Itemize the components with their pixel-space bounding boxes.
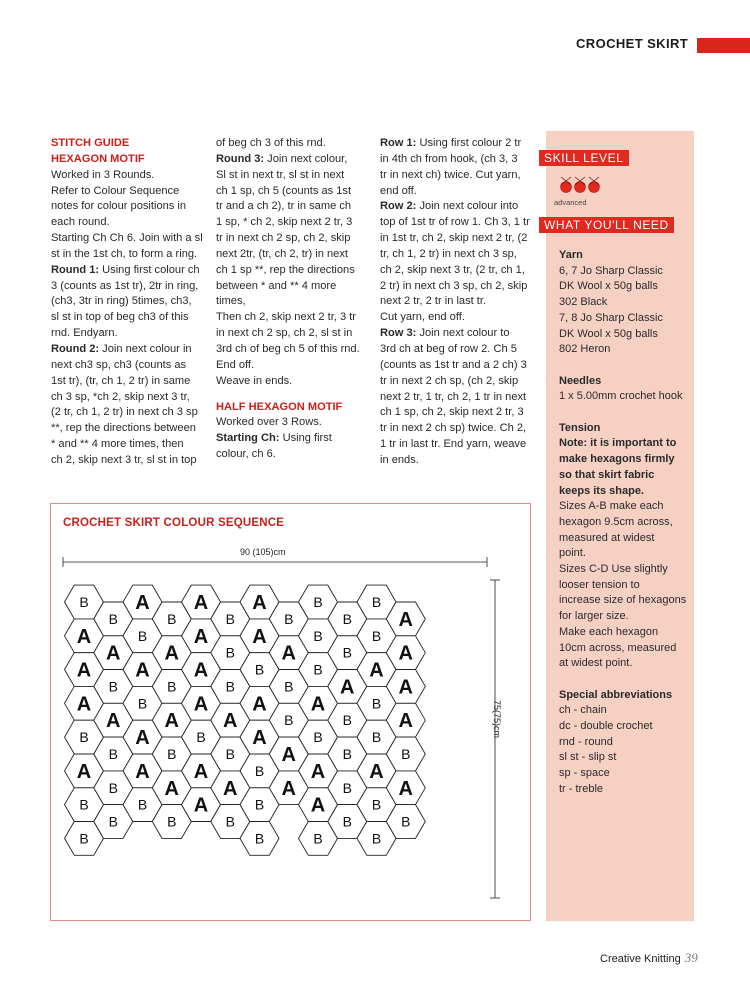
hexagon-colour-letter: B xyxy=(313,830,323,847)
text-line: (ch3, 3tr in ring) 5times, ch3, xyxy=(51,295,192,308)
hexagon-colour-letter: A xyxy=(281,642,296,665)
what-you-need-heading: WHAT YOU'LL NEED xyxy=(539,217,674,233)
hexagon-colour-letter: B xyxy=(225,678,235,695)
text-line: between * and ** 4 more xyxy=(216,279,337,292)
yarn-label: Yarn xyxy=(559,249,583,261)
text-line: ch 2, skip next 3 tr, (2 tr, ch 1, xyxy=(380,263,525,276)
hexagon-colour-letter: B xyxy=(167,678,177,695)
page-section-title: CROCHET SKIRT xyxy=(576,36,689,51)
text-line: tr, ch 1, 2 tr) in next ch 3 sp, xyxy=(380,247,517,260)
text-line: sl st in top of beg ch3 of this xyxy=(51,311,189,324)
row1-label: Row 1: xyxy=(380,137,417,149)
hexagon-colour-letter: B xyxy=(167,813,177,830)
text-line: Worked in 3 Rounds. xyxy=(51,168,155,181)
hexagon-colour-letter: B xyxy=(167,610,177,627)
text-line: end off. xyxy=(380,184,417,197)
hexagon-colour-letter: B xyxy=(108,779,118,796)
hexagon-colour-letter: B xyxy=(342,644,352,661)
tension-line: for larger size. xyxy=(559,610,629,623)
text-line: * and ** 4 more times, then xyxy=(51,438,184,451)
row2-label: Row 2: xyxy=(380,200,417,213)
needles-label: Needles xyxy=(559,374,602,387)
hexagon-colour-letter: B xyxy=(167,745,177,762)
text-line: Then ch 2, skip next 2 tr, 3 tr xyxy=(216,311,356,324)
text-line: 3 (counts as 1st tr), 2tr in ring, xyxy=(51,279,199,292)
hexagon-colour-letter: A xyxy=(223,710,238,733)
tension-note-line: so that skirt fabric xyxy=(559,468,655,481)
needles-details: 1 x 5.00mm crochet hook xyxy=(559,390,683,403)
text-line: tr in next 2 ch sp) twice. Ch 2, xyxy=(380,422,527,435)
text-line: ch 2, skip next 3 tr, sl st in top xyxy=(51,453,197,466)
hexagon-colour-letter: B xyxy=(79,830,89,847)
abbreviation-line: sl st - slip st xyxy=(559,751,617,764)
text-line: st in the 1st ch, to form a ring. xyxy=(51,247,198,260)
text-line: tr in next 2 ch sp, (ch 2, skip xyxy=(380,374,519,387)
page-number: 39 xyxy=(684,950,698,965)
tension-note-line: Note: it is important to xyxy=(559,437,677,450)
text-line: Weave in ends. xyxy=(216,374,293,387)
abbreviations-label: Special abbreviations xyxy=(559,688,673,701)
text-line: Starting Ch Ch 6. Join with a sl xyxy=(51,232,203,245)
hexagon-colour-letter: A xyxy=(135,592,150,614)
text-line: in 4th ch from hook, (ch 3, 3 xyxy=(380,152,518,165)
text-line: 3rd ch at beg of row 2. Ch 5 xyxy=(380,342,517,355)
hexagon-colour-letter: B xyxy=(196,729,206,746)
width-dimension-label: 90 (105)cm xyxy=(240,547,286,557)
text-line: tr in next ch) twice. Cut yarn, xyxy=(380,168,521,181)
text-line: 1 sp, * ch 2, skip next 2 tr, 3 xyxy=(216,216,353,229)
text-line: times, xyxy=(216,295,246,308)
hexagon-colour-letter: A xyxy=(135,727,150,750)
hexagon-colour-letter: A xyxy=(369,659,384,682)
text-line: 2 tr) in next ch 3 sp, ch 2, skip xyxy=(380,279,528,292)
hexagon-colour-letter: A xyxy=(135,659,150,682)
hexagon-colour-letter: B xyxy=(254,830,265,847)
hexagon-colour-letter: B xyxy=(371,830,382,847)
round3-label: Round 3: xyxy=(216,152,265,165)
tension-line: looser tension to xyxy=(559,578,640,591)
hexagon-colour-letter: A xyxy=(398,676,413,699)
hexagon-colour-letter: B xyxy=(225,813,235,830)
text-line: ch 1 sp, ch 5 (counts as 1st xyxy=(216,184,352,197)
round2-label: Round 2: xyxy=(51,342,100,355)
text-line: each round. xyxy=(51,216,110,229)
hexagon-colour-letter: B xyxy=(313,729,323,746)
hexagon-colour-letter: B xyxy=(342,745,352,762)
hexagon-colour-letter: A xyxy=(281,777,296,800)
hexagon-colour-letter: B xyxy=(108,745,118,762)
text-line: next ch3 sp, ch3 (counts as xyxy=(51,358,187,371)
hexagon-colour-letter: A xyxy=(76,693,92,716)
hexagon-colour-letter: A xyxy=(252,693,267,716)
hexagon-colour-letter: A xyxy=(369,760,384,783)
text-line: 1 tr in last tr. End yarn, weave xyxy=(380,438,527,451)
tension-line: Sizes C-D Use slightly xyxy=(559,563,668,576)
row2-text: Join next colour into xyxy=(416,200,519,213)
text-line: ch 3 sp, *ch 2, skip next 3 tr, xyxy=(51,390,190,403)
hexagon-colour-letter: B xyxy=(313,594,323,610)
hexagon-colour-letter: B xyxy=(225,610,235,627)
text-line: in next ch 2 sp, ch 2, sl st in xyxy=(216,327,353,340)
hexagon-colour-letter: A xyxy=(310,693,326,716)
text-line: top of 1st tr of row 1. Ch 3, 1 tr xyxy=(380,216,530,229)
row3-label: Row 3: xyxy=(380,327,417,340)
yarn-line: DK Wool x 50g balls xyxy=(559,327,658,340)
hexagon-colour-letter: B xyxy=(254,661,265,678)
stitch-guide-heading: STITCH GUIDE xyxy=(51,137,130,149)
skill-level-heading: SKILL LEVEL xyxy=(539,150,629,166)
hexagon-colour-letter: B xyxy=(371,594,382,610)
magazine-name: Creative Knitting xyxy=(600,953,681,965)
text-line: (2 tr, ch 1, 2 tr) in next ch 3 sp xyxy=(51,406,198,419)
yarn-line: DK Wool x 50g balls xyxy=(559,280,658,293)
abbreviation-line: sp - space xyxy=(559,767,610,780)
hexagon-colour-letter: A xyxy=(252,727,267,750)
hexagon-colour-letter: A xyxy=(135,760,150,783)
round1-label: Round 1: xyxy=(51,263,100,276)
abbreviation-line: dc - double crochet xyxy=(559,720,653,733)
hexagon-colour-letter: B xyxy=(225,745,235,762)
text-line: next 2 tr, 1 tr, ch 2, 1 tr in next xyxy=(380,390,527,403)
hexagon-colour-letter: B xyxy=(137,627,148,644)
text-line: 3rd ch of beg ch 5 of this rnd. xyxy=(216,342,360,355)
round2-continued: of beg ch 3 of this rnd. xyxy=(216,137,326,149)
hexagon-colour-letter: A xyxy=(193,625,209,648)
hexagon-colour-letter: B xyxy=(284,678,294,695)
hexagon-colour-letter: B xyxy=(137,695,148,712)
hexagon-colour-letter: A xyxy=(398,777,413,800)
tension-line: measured at widest xyxy=(559,531,655,544)
tension-note-line: make hexagons firmly xyxy=(559,453,675,466)
text-line: Sl st in next tr, sl st in next xyxy=(216,168,345,181)
tension-line: hexagon 9.5cm across, xyxy=(559,515,673,528)
hexagon-colour-letter: A xyxy=(76,625,92,648)
hexagon-colour-letter: B xyxy=(401,745,411,762)
hexagon-colour-letter: A xyxy=(252,592,267,614)
row3-text: Join next colour to xyxy=(416,327,510,340)
yarn-line: 6, 7 Jo Sharp Classic xyxy=(559,264,663,277)
hexagon-colour-letter: B xyxy=(313,627,323,644)
hexagon-colour-letter: B xyxy=(79,729,89,746)
text-line: tr in next ch 2 sp, ch 2, skip xyxy=(216,232,351,245)
yarn-line: 802 Heron xyxy=(559,343,611,356)
starting-ch-label: Starting Ch: xyxy=(216,432,280,445)
text-line: ch 1 sp **, rep the directions xyxy=(216,263,355,276)
hexagon-colour-letter: A xyxy=(164,710,179,733)
starting-ch-line2: colour, ch 6. xyxy=(216,448,276,461)
round1-text: Using first colour ch xyxy=(99,263,200,276)
abbreviation-line: rnd - round xyxy=(559,735,613,748)
text-line: in 1st tr, ch 2, skip next 2 tr, (2 xyxy=(380,232,528,245)
hexagon-colour-letter: A xyxy=(76,659,92,682)
hexagon-colour-letter: B xyxy=(371,627,382,644)
height-dimension-label: 75(75)cm xyxy=(492,700,502,739)
hexagon-colour-letter: A xyxy=(106,710,121,733)
hexagon-colour-letter: A xyxy=(164,777,179,800)
hexagon-colour-letter: A xyxy=(223,777,238,800)
row1-text: Using first colour 2 tr xyxy=(416,137,522,149)
hexagon-colour-letter: B xyxy=(284,712,294,729)
tension-line: Sizes A-B make each xyxy=(559,500,664,513)
starting-ch-text: Using first xyxy=(279,432,332,445)
hexagon-colour-letter: B xyxy=(254,796,265,813)
hexagon-motif-heading: HEXAGON MOTIF xyxy=(51,152,145,165)
round3-text: Join next colour, xyxy=(264,152,348,165)
hexagon-colour-letter: B xyxy=(284,610,294,627)
hexagon-colour-letter: A xyxy=(398,710,413,733)
hexagon-colour-letter: A xyxy=(193,794,209,817)
tension-line: increase size of hexagons xyxy=(559,594,687,607)
text-line: notes for colour positions in xyxy=(51,200,187,213)
hexagon-colour-letter: B xyxy=(401,813,411,830)
hexagon-colour-letter: B xyxy=(342,610,352,627)
hexagon-colour-letter: B xyxy=(371,695,382,712)
text-line: rnd. Endyarn. xyxy=(51,327,118,340)
hexagon-colour-letter: B xyxy=(137,796,148,813)
hexagon-colour-letter: B xyxy=(371,729,382,746)
hexagon-colour-letter: A xyxy=(193,592,209,614)
hexagon-colour-letter: A xyxy=(310,794,326,817)
page-footer xyxy=(600,950,698,966)
hexagon-colour-letter: A xyxy=(193,659,209,682)
abbreviation-line: tr - treble xyxy=(559,782,604,795)
hexagon-colour-letter: A xyxy=(281,743,296,766)
text-line: (counts as 1st tr and a 2 ch) 3 xyxy=(380,358,527,371)
text-line: tr and a ch 2), tr in same ch xyxy=(216,200,352,213)
hexagon-colour-letter: B xyxy=(79,594,89,610)
hexagon-colour-letter: A xyxy=(193,760,209,783)
half-hexagon-rows: Worked over 3 Rows. xyxy=(216,416,322,429)
hexagon-colour-letter: A xyxy=(76,760,92,783)
tension-label: Tension xyxy=(559,421,601,434)
hexagon-colour-letter: B xyxy=(108,813,118,830)
hexagon-colour-letter: A xyxy=(193,693,209,716)
hexagon-colour-letter: B xyxy=(342,779,352,796)
text-line: **, rep the directions between xyxy=(51,422,196,435)
hexagon-colour-letter: B xyxy=(342,712,352,729)
tension-line: at widest point. xyxy=(559,657,633,670)
half-hexagon-heading: HALF HEXAGON MOTIF xyxy=(216,400,343,413)
skill-level-value: advanced xyxy=(554,198,587,207)
hexagon-colour-letter: A xyxy=(398,608,413,631)
hexagon-colour-letter: B xyxy=(108,678,118,695)
colour-sequence-title: CROCHET SKIRT COLOUR SEQUENCE xyxy=(63,517,285,529)
tension-line: 10cm across, measured xyxy=(559,641,677,654)
text-line: in ends. xyxy=(380,453,419,466)
hexagon-colour-letter: B xyxy=(313,661,323,678)
hexagon-colour-letter: B xyxy=(79,796,89,813)
hexagon-colour-letter: A xyxy=(106,642,121,665)
hexagon-colour-letter: B xyxy=(342,813,352,830)
hexagon-colour-letter: B xyxy=(225,644,235,661)
hexagon-colour-letter: B xyxy=(108,610,118,627)
text-line: Refer to Colour Sequence xyxy=(51,184,180,197)
yarn-line: 7, 8 Jo Sharp Classic xyxy=(559,311,663,324)
abbreviation-line: ch - chain xyxy=(559,704,607,717)
text-line: Cut yarn, end off. xyxy=(380,311,465,324)
yarn-line: 302 Black xyxy=(559,296,608,309)
text-line: ch 1 sp, ch 2, skip next 2 tr, 3 xyxy=(380,406,524,419)
hexagon-colour-letter: B xyxy=(371,796,382,813)
text-line: 1st tr), (tr, ch 1, 2 tr) in same xyxy=(51,374,191,387)
hexagon-colour-letter: A xyxy=(252,625,267,648)
text-line: End off. xyxy=(216,358,255,371)
hexagon-colour-letter: B xyxy=(254,762,265,779)
hexagon-colour-letter: A xyxy=(164,642,179,665)
hexagon-colour-letter: A xyxy=(340,676,355,699)
hexagon-colour-letter: A xyxy=(310,760,326,783)
round2-text: Join next colour in xyxy=(99,342,192,355)
text-line: next 2tr, (tr, ch 2, tr) in next xyxy=(216,247,348,260)
hexagon-colour-letter: A xyxy=(398,642,413,665)
tension-line: point. xyxy=(559,547,586,560)
text-line: next 2 tr, 2 tr in last tr. xyxy=(380,295,487,308)
tension-line: Make each hexagon xyxy=(559,625,659,638)
tension-note-line: keeps its shape. xyxy=(559,484,644,497)
